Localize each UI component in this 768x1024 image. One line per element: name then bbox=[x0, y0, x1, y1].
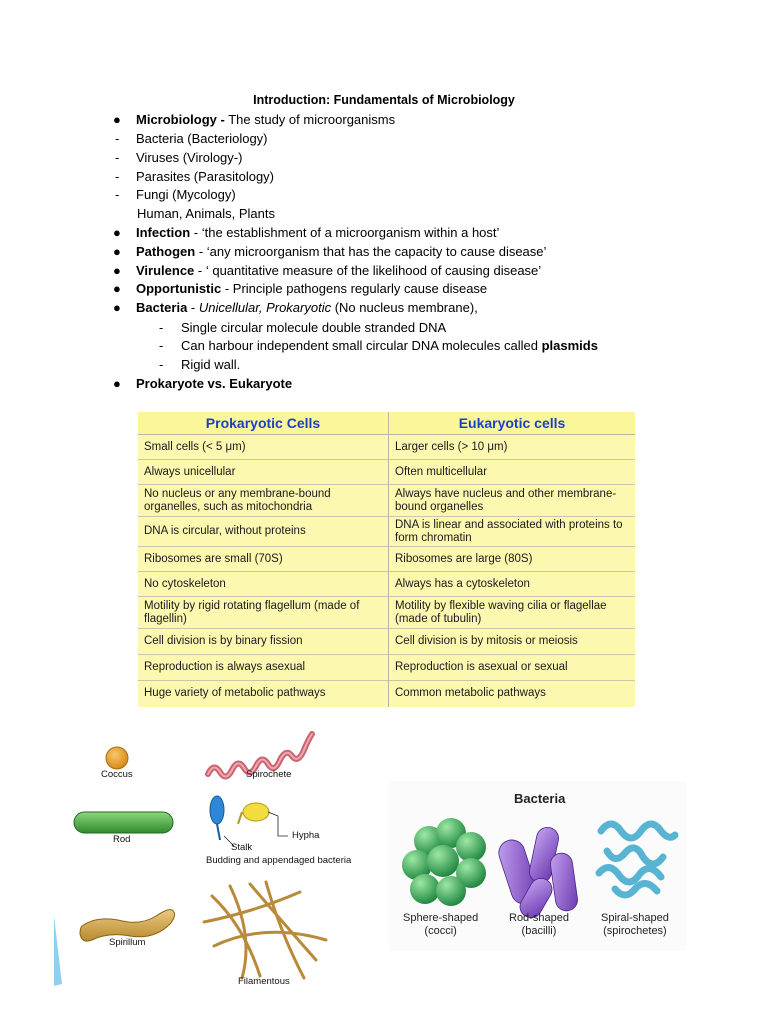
budding-cell-yellow bbox=[243, 803, 269, 821]
filamentous-cells bbox=[204, 882, 326, 978]
term: Microbiology - bbox=[136, 112, 225, 127]
bullet-icon: ● bbox=[113, 263, 121, 278]
term: Prokaryote vs. Eukaryote bbox=[136, 376, 293, 391]
table-header: Prokaryotic Cells bbox=[138, 412, 389, 435]
budding-cell-blue bbox=[210, 796, 224, 824]
page-title: Introduction: Fundamentals of Microbiology bbox=[253, 93, 515, 107]
bullet-icon: ● bbox=[113, 112, 121, 127]
table-cell: Always unicellular bbox=[138, 460, 389, 485]
table-cell: Often multicellular bbox=[389, 460, 636, 485]
term: Infection bbox=[136, 225, 191, 240]
separator: - bbox=[187, 300, 199, 315]
table-cell: Ribosomes are large (80S) bbox=[389, 547, 636, 572]
table-cell: DNA is linear and associated with proteins to form chromatin bbox=[389, 517, 636, 547]
stalk-label: Stalk bbox=[231, 842, 253, 853]
spirochete-label: Spirochete bbox=[246, 769, 292, 780]
table-row bbox=[138, 572, 635, 597]
spiral-label-line: (spirochetes) bbox=[603, 925, 667, 937]
table-row bbox=[138, 435, 635, 460]
table-cell: Reproduction is always asexual bbox=[138, 655, 389, 681]
spirochetes-group bbox=[599, 824, 675, 895]
definition: - ‘the establishment of a microorganism within a host’ bbox=[190, 225, 500, 240]
table-cell: Motility by flexible waving cilia or flagellae (made of tubulin) bbox=[389, 597, 636, 629]
cocci-cluster bbox=[402, 818, 486, 906]
definition: - Principle pathogens regularly cause disease bbox=[221, 281, 488, 296]
table-cell: Cell division is by mitosis or meiosis bbox=[389, 629, 636, 655]
table-cell: Motility by rigid rotating flagellum (made of flagellin) bbox=[138, 597, 389, 629]
spirillum-label: Spirillum bbox=[109, 937, 146, 948]
table-cell: No cytoskeleton bbox=[138, 572, 389, 597]
term: plasmids bbox=[541, 338, 598, 353]
corner-shape bbox=[54, 916, 62, 986]
term: Pathogen bbox=[136, 244, 196, 259]
sphere-label bbox=[403, 912, 478, 938]
bullet-icon: ● bbox=[113, 300, 121, 315]
bacteria-morphology-figure bbox=[54, 726, 364, 994]
table-cell: DNA is circular, without proteins bbox=[138, 517, 389, 547]
dash-marker: - bbox=[159, 357, 164, 372]
table-row bbox=[138, 681, 635, 707]
table-header: Eukaryotic cells bbox=[389, 412, 636, 435]
table-row bbox=[138, 629, 635, 655]
table-cell: Small cells (< 5 μm) bbox=[138, 435, 389, 460]
table-row bbox=[138, 485, 635, 517]
rod-label-line: Rod-shaped bbox=[509, 912, 569, 924]
table-row bbox=[138, 597, 635, 629]
dash-marker: - bbox=[115, 131, 120, 146]
sub-item: Bacteria (Bacteriology) bbox=[136, 131, 268, 146]
table-cell: Cell division is by binary fission bbox=[138, 629, 389, 655]
sphere-label-line: (cocci) bbox=[424, 925, 457, 937]
bacilli-group bbox=[495, 825, 578, 921]
comparison-table bbox=[138, 412, 635, 707]
sub-item: Parasites (Parasitology) bbox=[136, 169, 274, 184]
bullet-icon: ● bbox=[113, 281, 121, 296]
spiral-label bbox=[601, 912, 669, 938]
rod-cell bbox=[74, 812, 173, 833]
rod-label: Rod bbox=[113, 834, 131, 845]
dash-marker: - bbox=[115, 150, 120, 165]
term: Opportunistic bbox=[136, 281, 222, 296]
figure-title: Bacteria bbox=[514, 791, 566, 806]
table-cell: Always has a cytoskeleton bbox=[389, 572, 636, 597]
term: Bacteria bbox=[136, 300, 188, 315]
sub-item: Rigid wall. bbox=[181, 357, 241, 372]
sub-item: Single circular molecule double stranded DNA bbox=[181, 320, 447, 335]
table-cell: Always have nucleus and other membrane-bound organelles bbox=[389, 485, 636, 517]
table-cell: Huge variety of metabolic pathways bbox=[138, 681, 389, 707]
sub-item: Viruses (Virology-) bbox=[136, 150, 243, 165]
dash-marker: - bbox=[115, 169, 120, 184]
table-cell: Larger cells (> 10 μm) bbox=[389, 435, 636, 460]
definition: The study of microorganisms bbox=[224, 112, 396, 127]
table-cell: Ribosomes are small (70S) bbox=[138, 547, 389, 572]
table-row bbox=[138, 547, 635, 572]
dash-marker: - bbox=[159, 320, 164, 335]
definition: - ‘ quantitative measure of the likelihood of causing disease’ bbox=[194, 263, 542, 278]
dash-marker: - bbox=[159, 338, 164, 353]
definition: (No nucleus membrane), bbox=[331, 300, 478, 315]
dash-marker: - bbox=[115, 187, 120, 202]
rod-label-line: (bacilli) bbox=[521, 925, 557, 937]
rod-shape-label bbox=[509, 912, 569, 938]
definition: - ‘any microorganism that has the capacity to cause disease’ bbox=[195, 244, 547, 259]
table-cell: Common metabolic pathways bbox=[389, 681, 636, 707]
budding-label: Budding and appendaged bacteria bbox=[206, 855, 352, 866]
bacteria-shapes-figure bbox=[389, 781, 686, 951]
filamentous-label: Filamentous bbox=[238, 976, 290, 987]
coccus-cell bbox=[106, 747, 128, 769]
sub-item: Can harbour independent small circular DNA molecules called bbox=[181, 338, 542, 353]
hypha-label: Hypha bbox=[292, 830, 320, 841]
table-row bbox=[138, 460, 635, 485]
sub-item: Fungi (Mycology) bbox=[136, 187, 236, 202]
bullet-icon: ● bbox=[113, 225, 121, 240]
coccus-label: Coccus bbox=[101, 769, 133, 780]
table-row bbox=[138, 655, 635, 681]
spiral-label-line: Spiral-shaped bbox=[601, 912, 669, 924]
table-cell: No nucleus or any membrane-bound organelles, such as mitochondria bbox=[138, 485, 389, 517]
bullet-icon: ● bbox=[113, 376, 121, 391]
table-row bbox=[138, 517, 635, 547]
table-cell: Reproduction is asexual or sexual bbox=[389, 655, 636, 681]
sphere-label-line: Sphere-shaped bbox=[403, 912, 479, 924]
definition-italic: Unicellular, Prokaryotic bbox=[198, 300, 332, 315]
bullet-icon: ● bbox=[113, 244, 121, 259]
hosts-text: Human, Animals, Plants bbox=[137, 206, 276, 221]
term: Virulence bbox=[136, 263, 195, 278]
